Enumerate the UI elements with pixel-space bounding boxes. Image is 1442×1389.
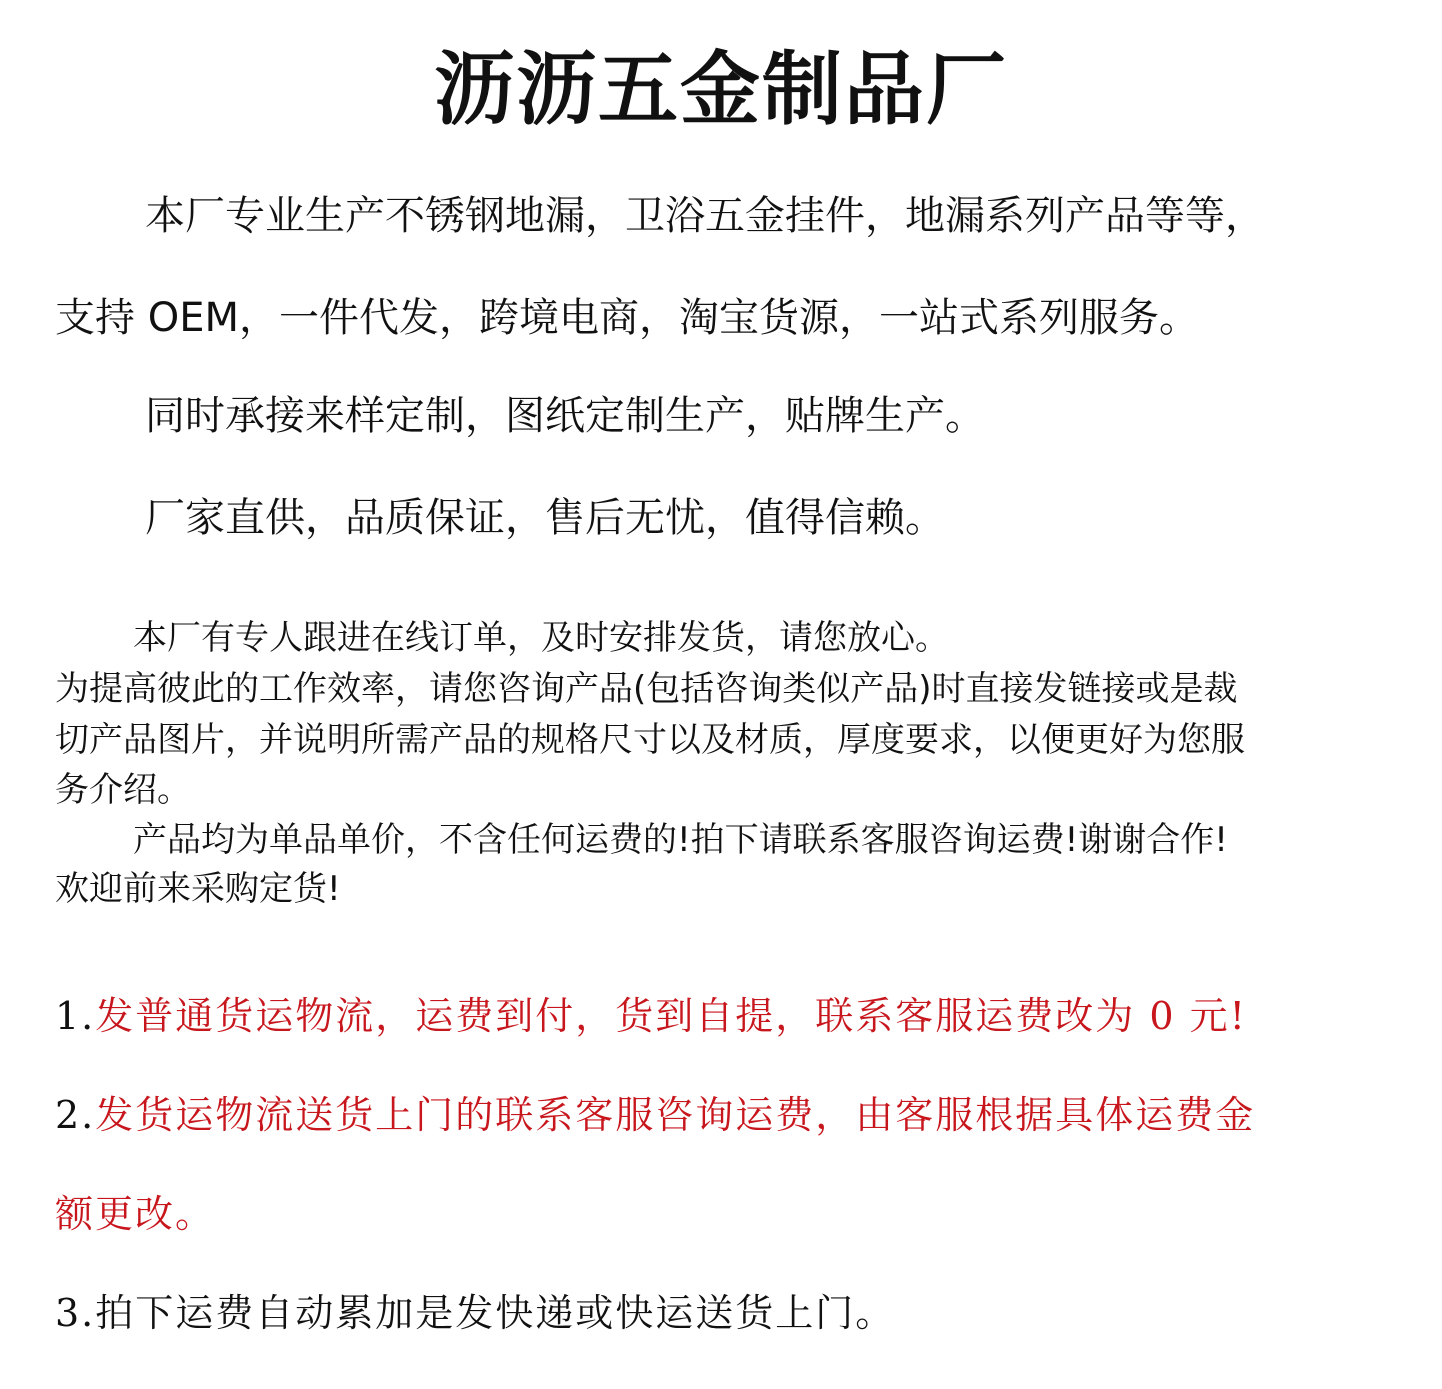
notice-line-6: 欢迎前来采购定货! <box>55 869 341 909</box>
rule-item-2 <box>55 1087 1255 1143</box>
rule-number-3: 3. <box>55 1291 96 1335</box>
notice-line-4: 务介绍。 <box>55 770 191 810</box>
notice-line-2: 为提高彼此的工作效率，请您咨询产品(包括咨询类似产品)时直接发链接或是裁 <box>55 669 1238 709</box>
intro-line-1: 本厂专业生产不锈钢地漏，卫浴五金挂件，地漏系列产品等等， <box>145 193 1265 239</box>
intro-line-2: 支持 OEM，一件代发，跨境电商，淘宝货源，一站式系列服务。 <box>55 295 1199 341</box>
intro-line-4: 厂家直供，品质保证，售后无忧，值得信赖。 <box>145 495 945 541</box>
intro-line-3: 同时承接来样定制，图纸定制生产，贴牌生产。 <box>145 393 985 439</box>
notice-line-1: 本厂有专人跟进在线订单，及时安排发货，请您放心。 <box>133 618 949 658</box>
notice-line-5: 产品均为单品单价，不含任何运费的!拍下请联系客服咨询运费!谢谢合作! <box>133 820 1228 860</box>
rule-text-2b: 额更改。 <box>55 1192 216 1236</box>
notice-line-3: 切产品图片，并说明所需产品的规格尺寸以及材质，厚度要求，以便更好为您服 <box>55 720 1245 760</box>
rule-number-2: 2. <box>55 1093 96 1137</box>
page-title: 沥沥五金制品厂 <box>434 43 1008 136</box>
rule-item-1 <box>55 988 1247 1044</box>
rule-text-2a: 发货运物流送货上门的联系客服咨询运费，由客服根据具体运费金 <box>95 1093 1256 1137</box>
rule-text-3: 拍下运费自动累加是发快递或快运送货上门。 <box>95 1291 896 1335</box>
rule-text-1: 发普通货运物流，运费到付，货到自提，联系客服运费改为 0 元! <box>95 994 1247 1038</box>
rule-number-1: 1. <box>55 994 96 1038</box>
rule-item-3 <box>55 1285 895 1341</box>
